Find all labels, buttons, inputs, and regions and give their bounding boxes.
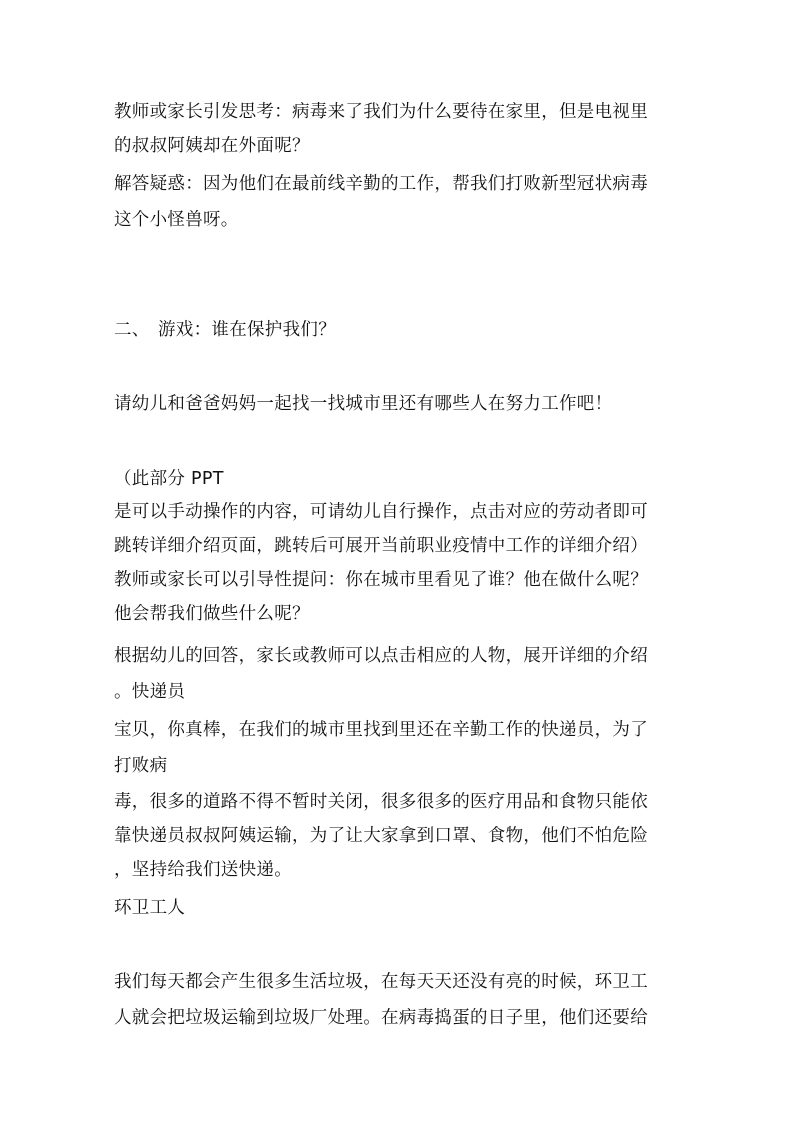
- paragraph-line: 教师或家长引发思考：病毒来了我们为什么要待在家里，但是电视里: [114, 102, 648, 122]
- intro-line: 请幼儿和爸爸妈妈一起找一找城市里还有哪些人在努力工作吧！: [114, 394, 613, 414]
- section-title: 游戏：谁在保护我们？: [158, 320, 336, 340]
- note-line: 是可以手动操作的内容，可请幼儿自行操作，点击对应的劳动者即可: [114, 502, 648, 522]
- courier-line: ，坚持给我们送快递。: [114, 860, 292, 880]
- note-line: 。快递员: [114, 682, 186, 702]
- courier-line: 靠快递员叔叔阿姨运输，为了让大家拿到口罩、食物，他们不怕危险: [114, 826, 648, 846]
- note-line: 他会帮我们做些什么呢？: [114, 604, 310, 624]
- paragraph-line: 的叔叔阿姨却在外面呢？: [114, 136, 310, 156]
- section-number: 二、: [114, 320, 150, 340]
- courier-line: 宝贝，你真棒，在我们的城市里找到里还在辛勤工作的快递员，为了: [114, 720, 648, 740]
- sanitation-line: 人就会把垃圾运输到垃圾厂处理。在病毒捣蛋的日子里，他们还要给: [114, 1008, 648, 1028]
- note-line: （此部分 PPT: [114, 469, 224, 489]
- courier-line: 打败病: [114, 756, 168, 776]
- note-line: 教师或家长可以引导性提问：你在城市里看见了谁？他在做什么呢？: [114, 570, 648, 590]
- paragraph-line: 解答疑惑：因为他们在最前线辛勤的工作，帮我们打败新型冠状病毒: [114, 174, 648, 194]
- note-line: 根据幼儿的回答，家长或教师可以点击相应的人物，展开详细的介绍: [114, 646, 648, 666]
- sanitation-line: 我们每天都会产生很多生活垃圾，在每天天还没有亮的时候，环卫工: [114, 972, 648, 992]
- paragraph-line: 这个小怪兽呀。: [114, 210, 239, 230]
- sanitation-title: 环卫工人: [114, 898, 186, 918]
- section-heading: [114, 318, 684, 342]
- note-line: 跳转详细介绍页面，跳转后可展开当前职业疫情中工作的详细介绍）: [114, 536, 648, 556]
- courier-line: 毒，很多的道路不得不暂时关闭，很多很多的医疗用品和食物只能依: [114, 792, 648, 812]
